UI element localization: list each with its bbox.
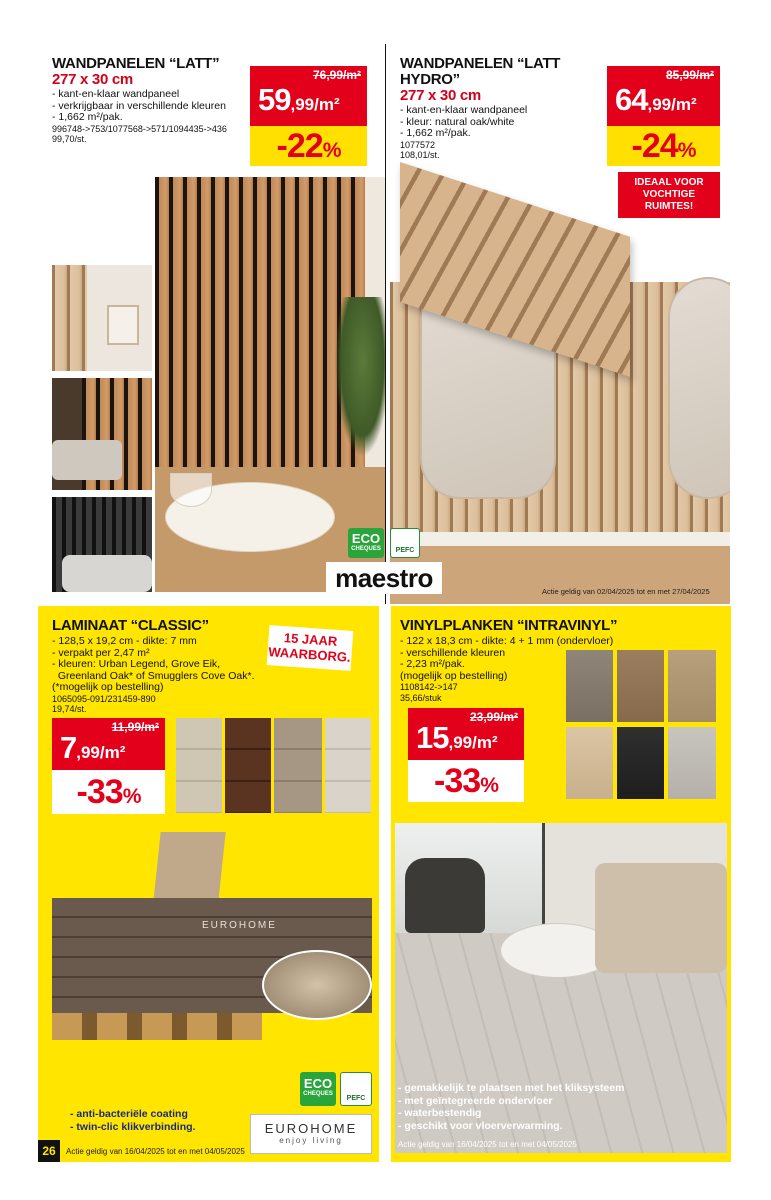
hydro-discount-pct: %: [677, 139, 696, 162]
vinyl-swatch-4: [566, 727, 613, 799]
maestro-logo: maestro: [326, 562, 442, 594]
laminaat-pefc-logo: [340, 1072, 372, 1106]
laminaat-sample-board: [153, 832, 225, 902]
hydro-discount: [607, 126, 720, 166]
page-number: 26: [38, 1140, 60, 1162]
hydro-unit-price: 108,01/st.: [400, 150, 440, 160]
thumb-slats: [52, 265, 87, 371]
laminaat-discount-num: -33: [76, 773, 123, 811]
laminaat-unit-price: 19,74/st.: [52, 704, 87, 714]
pefc-label: PEFC: [395, 547, 415, 554]
eco-label: ECO: [303, 1076, 333, 1091]
laminaat-swatch-smugglers-cove-oak: [325, 718, 371, 813]
latt-thumb-1: [52, 265, 152, 371]
latt-price-main: 59: [258, 82, 291, 117]
laminaat-swatch-grove-eik: [225, 718, 271, 813]
hydro-counter: [390, 532, 730, 546]
hydro-price-box: [607, 66, 720, 126]
eurohome-logo: [250, 1114, 372, 1154]
vinyl-swatch-6: [668, 727, 716, 799]
vinyl-discount-pct: %: [480, 774, 498, 797]
hydro-bullet: - 1,662 m²/pak.: [400, 127, 471, 139]
latt-bullets: [52, 89, 252, 124]
eco-sublabel: CHEQUES: [303, 1091, 333, 1097]
laminaat-bullets: [52, 636, 282, 694]
hydro-old-price: 85,99/m²: [665, 68, 714, 82]
vinyl-armchair: [405, 858, 485, 933]
latt-glass: [170, 473, 212, 507]
latt-size: 277 x 30 cm: [52, 71, 133, 88]
laminaat-bullet: - 128,5 x 19,2 cm - dikte: 7 mm: [52, 635, 197, 647]
warranty-badge: [267, 625, 354, 671]
vinyl-price-main: 15: [416, 720, 449, 755]
eurohome-tagline: enjoy living: [279, 1136, 343, 1145]
hydro-bullet: - kant-en-klaar wandpaneel: [400, 104, 528, 116]
latt-price-rest: ,99/m²: [290, 95, 340, 114]
thumb-sofa: [52, 440, 122, 480]
laminaat-price-rest: ,99/m²: [76, 743, 126, 762]
vinyl-feature: - geschikt voor vloerverwarming.: [398, 1120, 624, 1133]
laminaat-price-box: [52, 718, 165, 770]
laminaat-pallet-base: [52, 1013, 262, 1040]
vinyl-bullet: (mogelijk op bestelling): [400, 669, 508, 682]
vinyl-old-price: 23,99/m²: [469, 710, 518, 724]
laminaat-price-main: 7: [60, 730, 77, 765]
laminaat-feature: - twin-clic klikverbinding.: [70, 1121, 195, 1134]
top-validity: Actie geldig van 02/04/2025 tot en met 27/04/2025: [542, 587, 710, 596]
latt-thumb-3: [52, 497, 152, 592]
hydro-photo: [390, 152, 730, 604]
vinyl-sofa: [595, 863, 727, 973]
latt-new-price: [258, 82, 340, 118]
thumb-sofa: [62, 555, 152, 592]
latt-thumb-2: [52, 378, 152, 490]
vinyl-discount-num: -33: [434, 762, 481, 800]
thumb-frame: [107, 305, 139, 345]
pefc-label: PEFC: [346, 1095, 366, 1102]
laminaat-bullet: (*mogelijk op bestelling): [52, 681, 164, 693]
hydro-size: 277 x 30 cm: [400, 87, 481, 104]
laminaat-eco-cheques-logo: [300, 1072, 336, 1106]
vinyl-price-box: [408, 708, 524, 760]
vinyl-swatch-3: [668, 650, 716, 722]
laminaat-title: LAMINAAT “CLASSIC”: [52, 617, 209, 634]
latt-unit-price: 99,70/st.: [52, 134, 87, 144]
vinyl-discount: [408, 760, 524, 802]
laminaat-info: [52, 618, 282, 715]
laminaat-swatch-urban-legend: [176, 718, 222, 813]
hydro-moisture-badge: [618, 172, 720, 218]
vinyl-swatch-2: [617, 650, 664, 722]
latt-title: WANDPANELEN “LATT”: [52, 55, 220, 72]
vinyl-title: VINYLPLANKEN “INTRAVINYL”: [400, 617, 618, 634]
vinyl-feature: - gemakkelijk te plaatsen met het kliksysteem: [398, 1082, 624, 1095]
hydro-code: 1077572: [400, 139, 436, 150]
top-divider: [385, 44, 386, 604]
latt-bullet: - 1,662 m²/pak.: [52, 111, 123, 123]
laminaat-features: [70, 1108, 195, 1133]
laminaat-discount: [52, 770, 165, 814]
laminaat-bullet: - verpakt per 2,47 m²: [52, 646, 150, 659]
hydro-new-price: [615, 82, 697, 118]
vinyl-bullet: - verschillende kleuren: [400, 646, 506, 659]
hydro-bullets: [400, 105, 610, 140]
laminaat-pallet: [52, 890, 372, 1040]
badge-line: IDEAAL VOOR: [634, 177, 704, 188]
hydro-title: WANDPANELEN “LATT HYDRO”: [400, 55, 561, 88]
eco-label: ECO: [351, 531, 381, 546]
hydro-price-main: 64: [615, 82, 648, 117]
laminaat-swatch-greenland-oak: [274, 718, 322, 813]
vinyl-feature: - waterbestendig: [398, 1107, 624, 1120]
laminaat-bullet: Greenland Oak* of Smugglers Cove Oak*.: [52, 669, 255, 682]
laminaat-discount-pct: %: [122, 785, 141, 808]
latt-discount-pct: %: [322, 139, 341, 162]
latt-discount-num: -22: [276, 127, 323, 165]
hydro-mirror-right: [668, 277, 730, 499]
vinyl-new-price: [416, 720, 498, 756]
eco-sublabel: CHEQUES: [351, 546, 381, 552]
vinyl-validity: Actie geldig van 16/04/2025 tot en met 04/05/2025: [398, 1140, 577, 1149]
latt-discount: [250, 126, 367, 166]
eco-cheques-logo: [348, 528, 384, 558]
laminaat-new-price: [60, 730, 125, 766]
laminaat-bullet: - kleuren: Urban Legend, Grove Eik,: [52, 658, 221, 670]
vinyl-swatch-1: [566, 650, 613, 722]
laminaat-code: 1065095-091/231459-890: [52, 693, 156, 704]
warranty-line: WAARBORG.: [267, 644, 352, 665]
pefc-logo: [390, 528, 420, 558]
eurohome-wordmark: EUROHOME: [264, 1121, 358, 1136]
latt-old-price: 76,99/m²: [312, 68, 361, 82]
vinyl-swatch-5: [617, 727, 664, 799]
laminaat-feature: - anti-bacteriële coating: [70, 1108, 195, 1121]
vinyl-code: 1108142->147: [400, 682, 458, 692]
latt-price-box: [250, 66, 367, 126]
vinyl-feature: - met geïntegreerde ondervloer: [398, 1095, 624, 1108]
laminaat-validity: Actie geldig van 16/04/2025 tot en met 04/05/2025: [66, 1147, 245, 1156]
latt-slatted-wall: [155, 177, 365, 497]
vinyl-features: [398, 1082, 624, 1132]
latt-bullet: - verkrijgbaar in verschillende kleuren: [52, 99, 226, 112]
latt-bullet: - kant-en-klaar wandpaneel: [52, 88, 180, 100]
warranty-line: 15 JAAR: [283, 630, 338, 649]
latt-plant: [335, 297, 385, 457]
hydro-discount-num: -24: [631, 127, 678, 165]
laminaat-pack-label: EUROHOME: [202, 920, 277, 931]
badge-line: VOCHTIGE RUIMTES!: [642, 189, 696, 212]
laminaat-room-inset: [262, 950, 372, 1020]
hydro-info: [400, 56, 610, 161]
hydro-price-rest: ,99/m²: [647, 95, 697, 114]
latt-info: [52, 56, 252, 145]
vinyl-unit-price: 35,66/stuk: [400, 692, 442, 703]
vinyl-bullet: - 2,23 m²/pak.: [400, 658, 465, 670]
vinyl-bullet: - 122 x 18,3 cm - dikte: 4 + 1 mm (ondervloer): [400, 635, 614, 647]
hydro-bullet: - kleur: natural oak/white: [400, 115, 515, 128]
laminaat-old-price: 11,99/m²: [111, 720, 159, 734]
latt-code: 996748->753/1077568->571/1094435->436: [52, 123, 227, 134]
vinyl-price-rest: ,99/m²: [448, 733, 498, 752]
